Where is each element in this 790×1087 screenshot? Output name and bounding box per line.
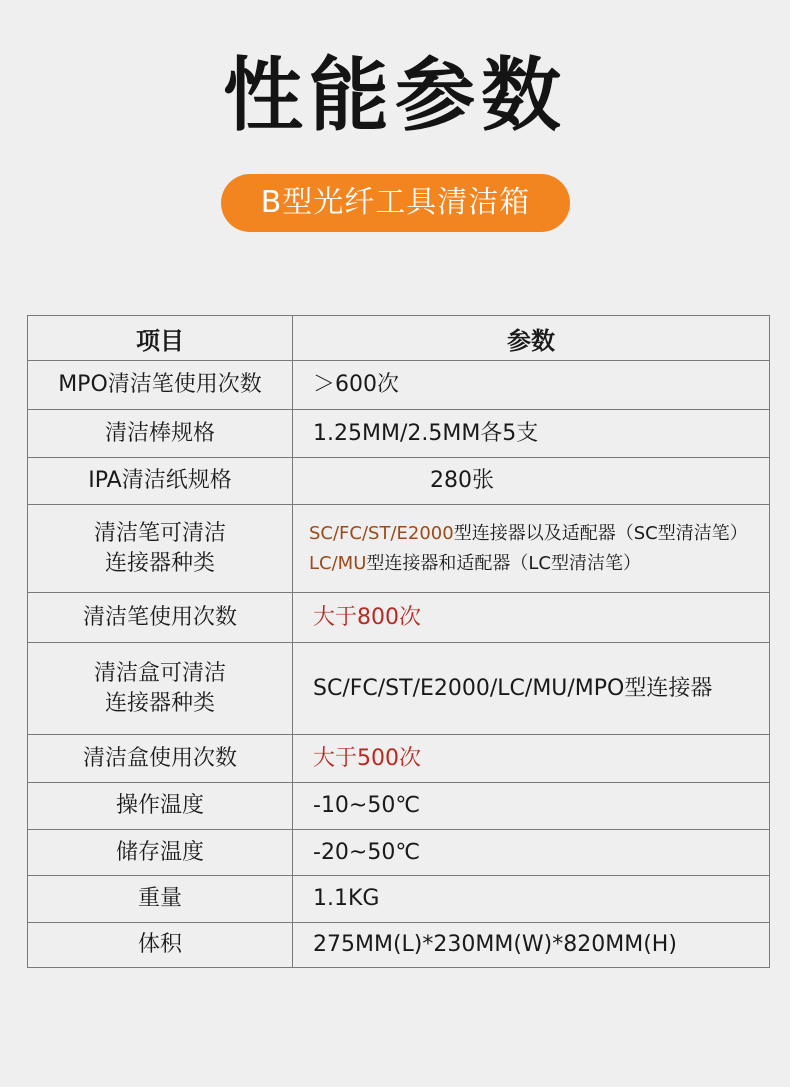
row-label: 重量 [28, 876, 293, 923]
row-value: ＞600次 [293, 361, 770, 410]
row-label: MPO清洁笔使用次数 [28, 361, 293, 410]
row-value: 1.25MM/2.5MM各5支 [293, 410, 770, 458]
row-label: IPA清洁纸规格 [28, 458, 293, 505]
table-row [28, 923, 770, 968]
header-param: 参数 [293, 316, 770, 361]
table-row [28, 643, 770, 735]
value-highlight: SC/FC/ST/E2000 [309, 522, 454, 544]
row-label-line: 连接器种类 [104, 690, 215, 716]
row-label [28, 505, 293, 593]
value-text: 型连接器以及适配器（SC型清洁笔） [453, 522, 748, 544]
row-label: 储存温度 [28, 830, 293, 876]
table-row [28, 735, 770, 783]
value-text: 型连接器和适配器（LC型清洁笔） [366, 552, 641, 574]
row-label [28, 643, 293, 735]
row-value [293, 505, 770, 593]
row-value: -10~50℃ [293, 783, 770, 830]
row-label: 清洁棒规格 [28, 410, 293, 458]
row-value: SC/FC/ST/E2000/LC/MU/MPO型连接器 [293, 643, 770, 735]
row-label-line: 连接器种类 [104, 550, 215, 576]
table-row [28, 458, 770, 505]
row-value: 1.1KG [293, 876, 770, 923]
row-label: 操作温度 [28, 783, 293, 830]
product-name-badge: B型光纤工具清洁箱 [221, 174, 570, 232]
table-row [28, 593, 770, 643]
table-header-row [28, 316, 770, 361]
table-row [28, 783, 770, 830]
row-label-line: 清洁盒可清洁 [93, 660, 226, 686]
table-row [28, 361, 770, 410]
table-row [28, 830, 770, 876]
table-row [28, 876, 770, 923]
row-value: 280张 [293, 458, 770, 505]
row-label: 体积 [28, 923, 293, 968]
value-line [309, 519, 769, 549]
page-title: 性能参数 [223, 49, 567, 142]
value-highlight: LC/MU [309, 552, 367, 574]
row-value: -20~50℃ [293, 830, 770, 876]
row-label: 清洁笔使用次数 [28, 593, 293, 643]
table-row [28, 410, 770, 458]
row-value: 275MM(L)*230MM(W)*820MM(H) [293, 923, 770, 968]
value-line [309, 549, 769, 579]
table-row [28, 505, 770, 593]
row-value: 大于800次 [293, 593, 770, 643]
row-label-line: 清洁笔可清洁 [93, 520, 226, 546]
header-item: 项目 [28, 316, 293, 361]
row-label: 清洁盒使用次数 [28, 735, 293, 783]
row-value: 大于500次 [293, 735, 770, 783]
spec-table [27, 315, 770, 968]
